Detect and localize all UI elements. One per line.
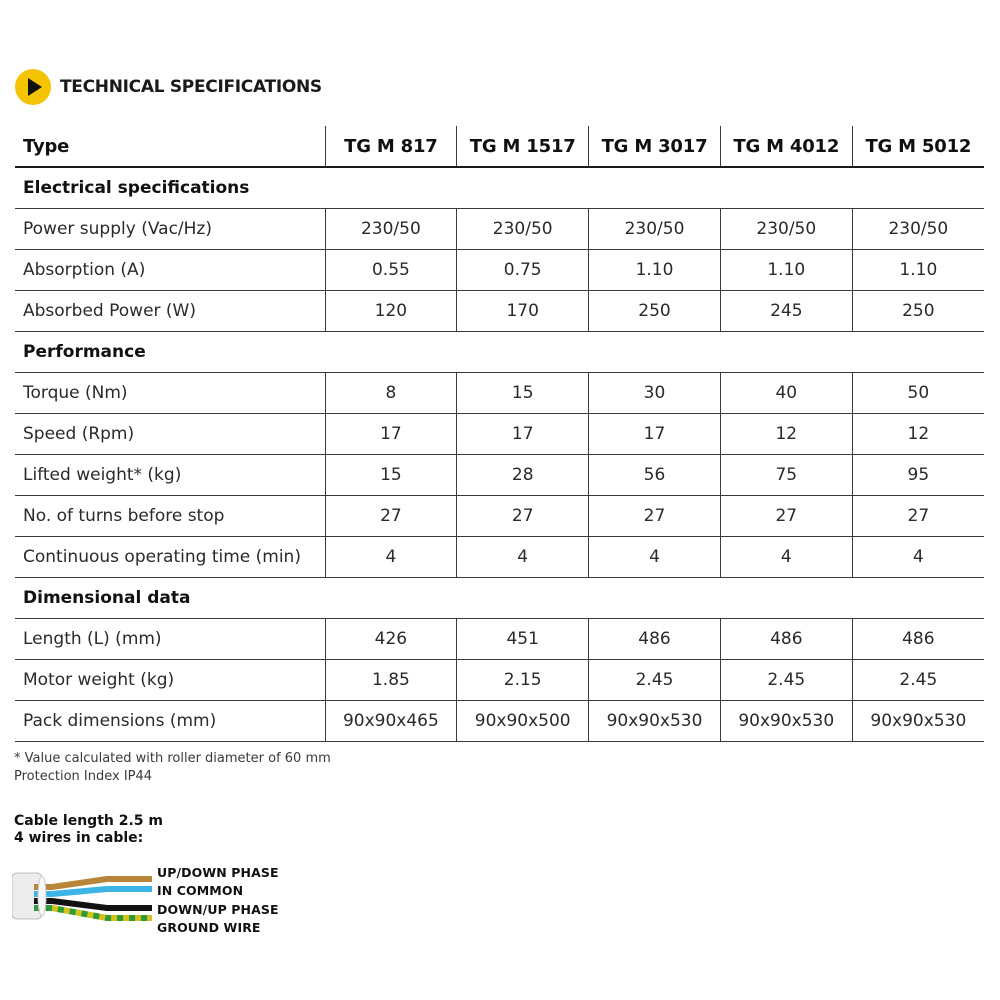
cell-value: 4 — [589, 537, 721, 578]
cell-value: 486 — [852, 619, 984, 660]
footnote-roller: * Value calculated with roller diameter of 60 mm — [14, 751, 331, 766]
row-label: Lifted weight* (kg) — [15, 455, 325, 496]
cell-value: 426 — [325, 619, 457, 660]
cell-value: 1.10 — [852, 250, 984, 291]
cell-value: 50 — [852, 373, 984, 414]
row-label: Absorbed Power (W) — [15, 291, 325, 332]
table-row — [15, 455, 984, 496]
wire-label: DOWN/UP PHASE — [157, 901, 279, 917]
cell-value: 451 — [457, 619, 589, 660]
cell-value: 1.10 — [720, 250, 852, 291]
cell-value: 90x90x530 — [852, 701, 984, 742]
cell-value: 27 — [325, 496, 457, 537]
cell-value: 12 — [720, 414, 852, 455]
cell-value: 230/50 — [325, 209, 457, 250]
cell-value: 2.45 — [589, 660, 721, 701]
cell-value: 17 — [457, 414, 589, 455]
cell-value: 230/50 — [720, 209, 852, 250]
cell-value: 1.10 — [589, 250, 721, 291]
wire-up-down — [34, 879, 152, 887]
cell-value: 90x90x500 — [457, 701, 589, 742]
table-row — [15, 373, 984, 414]
row-label: Pack dimensions (mm) — [15, 701, 325, 742]
row-label: No. of turns before stop — [15, 496, 325, 537]
cell-value: 30 — [589, 373, 721, 414]
table-header-row — [15, 126, 984, 167]
model-header: TG M 1517 — [457, 126, 589, 167]
table-row — [15, 209, 984, 250]
cable-end — [38, 876, 46, 916]
cell-value: 17 — [325, 414, 457, 455]
spec-table — [15, 126, 984, 742]
cell-value: 0.55 — [325, 250, 457, 291]
cell-value: 8 — [325, 373, 457, 414]
cable-info — [14, 813, 163, 847]
cell-value: 15 — [325, 455, 457, 496]
wires-count: 4 wires in cable: — [14, 830, 144, 846]
cell-value: 27 — [457, 496, 589, 537]
cell-value: 90x90x530 — [589, 701, 721, 742]
cell-value: 4 — [720, 537, 852, 578]
row-label: Length (L) (mm) — [15, 619, 325, 660]
cell-value: 2.15 — [457, 660, 589, 701]
wire-label: GROUND WIRE — [157, 919, 261, 935]
cell-value: 27 — [720, 496, 852, 537]
wire-labels — [157, 864, 279, 937]
table-row — [15, 701, 984, 742]
cell-value: 95 — [852, 455, 984, 496]
cell-value: 1.85 — [325, 660, 457, 701]
cell-value: 486 — [589, 619, 721, 660]
row-label: Torque (Nm) — [15, 373, 325, 414]
row-label: Speed (Rpm) — [15, 414, 325, 455]
cell-value: 27 — [852, 496, 984, 537]
model-header: TG M 3017 — [589, 126, 721, 167]
table-row — [15, 537, 984, 578]
cell-value: 90x90x465 — [325, 701, 457, 742]
play-icon — [14, 68, 52, 106]
cell-value: 2.45 — [720, 660, 852, 701]
section-row — [15, 167, 984, 209]
section-title-performance: Performance — [15, 332, 984, 373]
section-header — [14, 68, 322, 106]
cell-value: 56 — [589, 455, 721, 496]
section-row — [15, 332, 984, 373]
cell-value: 120 — [325, 291, 457, 332]
section-title-dimensional: Dimensional data — [15, 578, 984, 619]
wire-label: IN COMMON — [157, 883, 244, 899]
cell-value: 28 — [457, 455, 589, 496]
model-header: TG M 4012 — [720, 126, 852, 167]
type-header: Type — [15, 126, 325, 167]
cell-value: 486 — [720, 619, 852, 660]
table-row — [15, 496, 984, 537]
cell-value: 2.45 — [852, 660, 984, 701]
cell-value: 27 — [589, 496, 721, 537]
row-label: Power supply (Vac/Hz) — [15, 209, 325, 250]
table-row — [15, 619, 984, 660]
section-title-electrical: Electrical specifications — [15, 167, 984, 209]
cell-value: 4 — [457, 537, 589, 578]
protection-index: Protection Index IP44 — [14, 769, 153, 784]
cell-value: 12 — [852, 414, 984, 455]
cable-diagram — [12, 865, 152, 925]
table-row — [15, 660, 984, 701]
cell-value: 15 — [457, 373, 589, 414]
cell-value: 230/50 — [457, 209, 589, 250]
table-row — [15, 414, 984, 455]
cable-length: Cable length 2.5 m — [14, 813, 163, 829]
table-row — [15, 250, 984, 291]
cell-value: 170 — [457, 291, 589, 332]
cell-value: 250 — [852, 291, 984, 332]
model-header: TG M 817 — [325, 126, 457, 167]
section-row — [15, 578, 984, 619]
footnotes — [14, 750, 331, 786]
cell-value: 75 — [720, 455, 852, 496]
cell-value: 245 — [720, 291, 852, 332]
cell-value: 230/50 — [852, 209, 984, 250]
cell-value: 4 — [852, 537, 984, 578]
table-row — [15, 291, 984, 332]
cell-value: 0.75 — [457, 250, 589, 291]
cell-value: 40 — [720, 373, 852, 414]
cell-value: 250 — [589, 291, 721, 332]
wire-label: UP/DOWN PHASE — [157, 865, 279, 880]
row-label: Absorption (A) — [15, 250, 325, 291]
row-label: Continuous operating time (min) — [15, 537, 325, 578]
cell-value: 17 — [589, 414, 721, 455]
cell-value: 4 — [325, 537, 457, 578]
row-label: Motor weight (kg) — [15, 660, 325, 701]
cell-value: 230/50 — [589, 209, 721, 250]
section-title: TECHNICAL SPECIFICATIONS — [60, 77, 322, 97]
model-header: TG M 5012 — [852, 126, 984, 167]
cell-value: 90x90x530 — [720, 701, 852, 742]
